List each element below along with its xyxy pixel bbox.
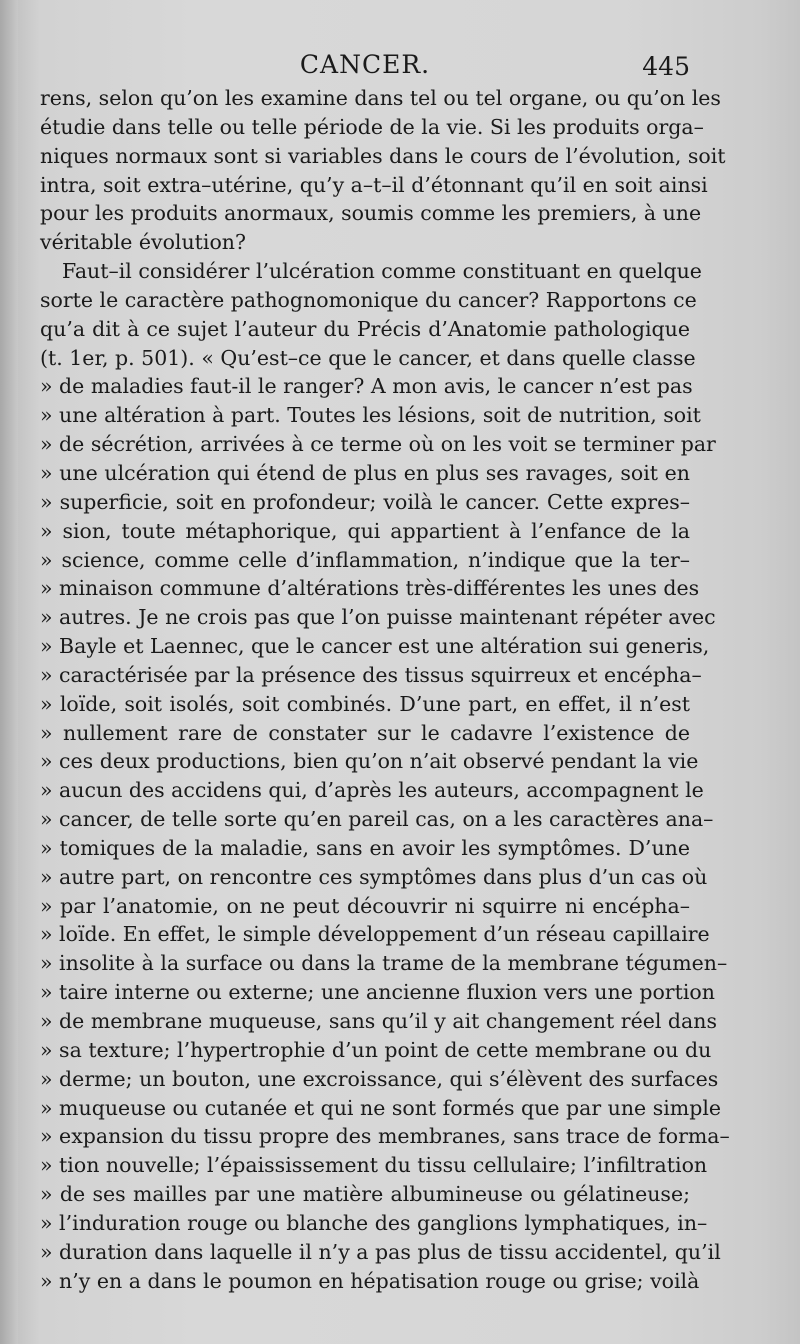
- text-line: » insolite à la surface ou dans la trame de la membrane tégumen–: [40, 951, 728, 976]
- text-line: étudie dans telle ou telle période de la vie. Si les produits orga–: [40, 114, 704, 139]
- text-line: » science, comme celle d’inflammation, n’indique que la ter–: [40, 547, 690, 572]
- text-line: » loïde. En effet, le simple développement d’un réseau capillaire: [40, 922, 710, 947]
- text-line: véritable évolution?: [40, 230, 247, 255]
- text-line: » caractérisée par la présence des tissus squirreux et encépha–: [40, 662, 702, 687]
- text-line: » sion, toute métaphorique, qui appartient à l’enfance de la: [40, 518, 690, 543]
- text-line: » de sécrétion, arrivées à ce terme où on les voit se terminer par: [40, 432, 716, 457]
- text-line: » cancer, de telle sorte qu’en pareil cas, on a les caractères ana–: [40, 807, 714, 832]
- text-line: sorte le caractère pathognomonique du cancer? Rapportons ce: [40, 287, 697, 312]
- text-line: niques normaux sont si variables dans le cours de l’évolution, soit: [40, 143, 726, 168]
- body-text: [40, 84, 730, 1295]
- text-line: (t. 1er, p. 501). « Qu’est–ce que le cancer, et dans quelle classe: [40, 345, 696, 370]
- text-line: » sa texture; l’hypertrophie d’un point de cette membrane ou du: [40, 1037, 712, 1062]
- text-line: qu’a dit à ce sujet l’auteur du Précis d’Anatomie pathologique: [40, 316, 690, 341]
- text-line: » autres. Je ne crois pas que l’on puisse maintenant répéter avec: [40, 605, 716, 630]
- text-line: » taire interne ou externe; une ancienne fluxion vers une portion: [40, 980, 715, 1005]
- text-line: » Bayle et Laennec, que le cancer est une altération sui generis,: [40, 634, 710, 659]
- text-line: » superficie, soit en profondeur; voilà le cancer. Cette expres–: [40, 489, 690, 514]
- page-gutter-shadow: [0, 0, 18, 1344]
- text-line: » de membrane muqueuse, sans qu’il y ait changement réel dans: [40, 1009, 718, 1033]
- text-line: intra, soit extra–utérine, qu’y a–t–il d’étonnant qu’il en soit ainsi: [40, 172, 708, 197]
- text-line: » de maladies faut-il le ranger? A mon avis, le cancer n’est pas: [40, 374, 693, 399]
- text-line: » tion nouvelle; l’épaississement du tissu cellulaire; l’infiltration: [40, 1153, 708, 1178]
- text-line: » de ses mailles par une matière albumineuse ou gélatineuse;: [40, 1182, 690, 1207]
- text-line: » ces deux productions, bien qu’on n’ait observé pendant la vie: [40, 749, 699, 774]
- text-line: » autre part, on rencontre ces symptômes dans plus d’un cas où: [40, 864, 708, 889]
- text-line: » derme; un bouton, une excroissance, qui s’élèvent des surfaces: [40, 1066, 719, 1091]
- text-line: » une ulcération qui étend de plus en plus ses ravages, soit en: [40, 460, 690, 485]
- text-line: » tomiques de la maladie, sans en avoir les symptômes. D’une: [40, 835, 690, 860]
- text-line: » duration dans laquelle il n’y a pas plus de tissu accidentel, qu’il: [40, 1239, 721, 1264]
- text-line: Faut–il considérer l’ulcération comme constituant en quelque: [62, 259, 702, 284]
- text-line: rens, selon qu’on les examine dans tel ou tel organe, ou qu’on les: [40, 86, 721, 110]
- text-line: » minaison commune d’altérations très-différentes les unes des: [40, 576, 700, 601]
- text-line: » nullement rare de constater sur le cadavre l’existence de: [40, 720, 690, 745]
- text-line: » loïde, soit isolés, soit combinés. D’une part, en effet, il n’est: [40, 691, 690, 716]
- running-title: CANCER.: [299, 50, 431, 79]
- text-line: » expansion du tissu propre des membranes, sans trace de forma–: [40, 1124, 730, 1149]
- page-number: 445: [642, 52, 690, 81]
- text-line: pour les produits anormaux, soumis comme les premiers, à une: [40, 201, 702, 226]
- page-header: [40, 50, 690, 86]
- text-line: » n’y en a dans le poumon en hépatisation rouge ou grise; voilà: [40, 1268, 700, 1293]
- text-line: » muqueuse ou cutanée et qui ne sont formés que par une simple: [40, 1095, 722, 1120]
- text-line: » par l’anatomie, on ne peut découvrir ni squirre ni encépha–: [40, 893, 690, 918]
- text-line: » aucun des accidens qui, d’après les auteurs, accompagnent le: [40, 778, 704, 803]
- text-line: » une altération à part. Toutes les lésions, soit de nutrition, soit: [40, 403, 701, 428]
- text-line: » l’induration rouge ou blanche des ganglions lymphatiques, in–: [40, 1210, 708, 1235]
